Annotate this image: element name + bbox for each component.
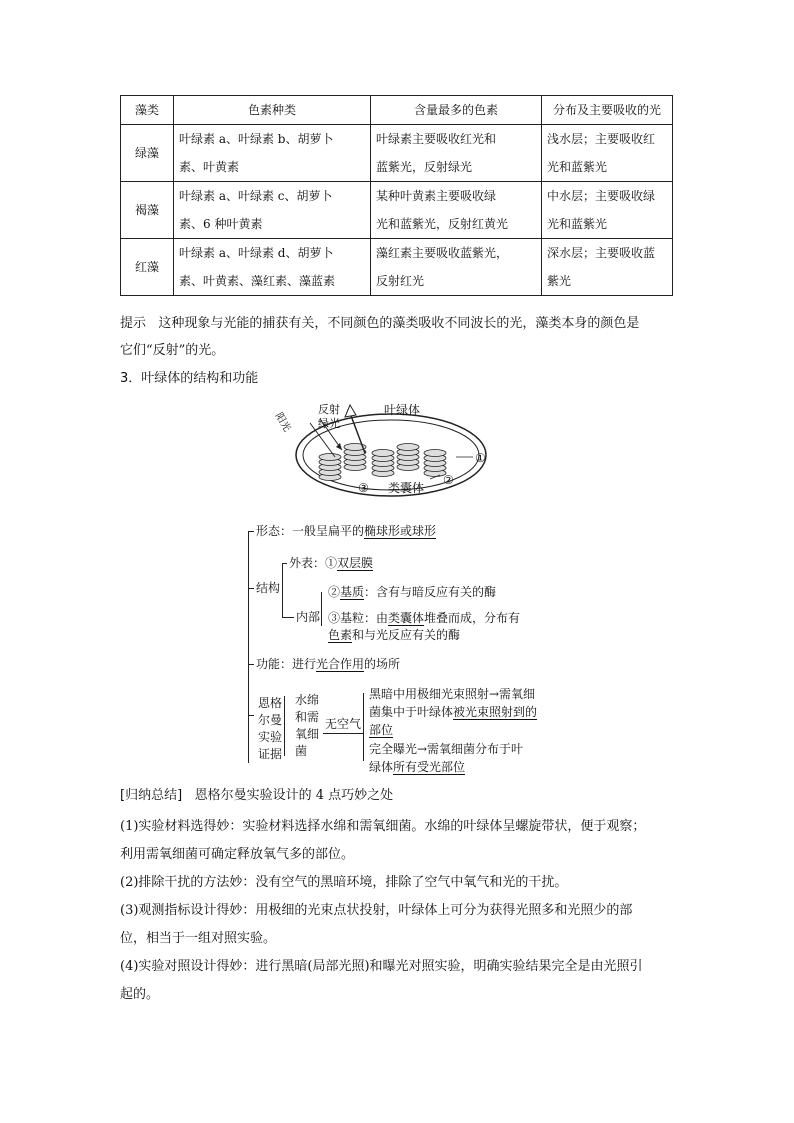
cell-text: 浅水层；主要吸收红	[547, 132, 656, 146]
outer-answer: 双层膜	[337, 556, 374, 570]
expose-line-pre: 绿体	[369, 760, 394, 774]
bracket-line	[363, 693, 364, 761]
cell-text: 反射红光	[376, 274, 425, 288]
hint-paragraph	[120, 311, 639, 337]
sunlight-label: 阳光	[272, 411, 293, 434]
algae-name: 褐藻	[121, 182, 174, 239]
function-text	[256, 656, 400, 672]
exp-line: 尔曼	[258, 713, 283, 727]
header-cell: 色素种类	[174, 96, 371, 125]
summary-p4: (4)实验对照设计得妙：进行黑暗(局部光照)和曝光对照实验，明确实验结果完全是由光照引	[120, 959, 643, 974]
grana-desc-2: 和与光反应有关的酶	[352, 628, 461, 642]
cell-text: 叶绿素 a、叶绿素 d、胡萝卜	[179, 246, 334, 260]
summary-tag: [归纳总结]	[120, 788, 183, 803]
cell-text: 中水层；主要吸收绿	[547, 189, 656, 203]
summary-p1: (1)实验材料选得妙：实验材料选择水绵和需氧细菌。水绵的叶绿体呈螺旋带状，便于观察；	[120, 819, 646, 834]
table-row	[121, 125, 673, 182]
cell-text: 光和蓝紫光	[547, 217, 608, 231]
matrix-num: ②	[328, 585, 341, 599]
distribution-cell	[542, 125, 673, 182]
grana-icon	[319, 444, 446, 481]
expose-line: 完全曝光→需氧细菌分布于叶	[369, 742, 524, 756]
dark-answer-2: 部位	[369, 723, 394, 737]
pigment-cell	[174, 182, 371, 239]
cell-text: 素、叶黄素、藻红素、藻蓝素	[179, 274, 336, 288]
bracket-tick	[282, 563, 287, 564]
bracket-line	[282, 563, 283, 618]
exp-line: 恩格	[258, 696, 283, 710]
experiment-label	[258, 695, 282, 763]
shape-label: 形态：一般呈扁平的	[256, 524, 365, 538]
bracket-line	[284, 696, 285, 756]
function-desc: 的场所	[364, 657, 401, 671]
expose-answer: 所有受光部位	[393, 760, 466, 774]
header-cell: 含量最多的色素	[371, 96, 542, 125]
cell-text: 深水层；主要吸收蓝	[547, 246, 656, 260]
table-row	[121, 239, 673, 296]
cell-text: 叶绿素 a、叶绿素 b、胡萝卜	[179, 132, 334, 146]
mat-line: 水绵	[295, 693, 320, 707]
cell-text: 蓝紫光，反射绿光	[376, 160, 473, 174]
bracket-line	[321, 592, 322, 626]
dark-line-pre: 菌集中于叶绿体	[369, 705, 454, 719]
matrix-answer: 基质	[340, 585, 365, 599]
outer-label: 外表：①	[289, 556, 338, 570]
no-air-label: 无空气	[325, 717, 362, 731]
structure-label: 结构	[256, 581, 281, 595]
summary-p2: (2)排除干扰的方法妙：没有空气的黑暗环境，排除了空气中氧气和光的干扰。	[120, 875, 568, 890]
cell-text: 光和蓝紫光	[547, 160, 608, 174]
algae-pigment-table	[120, 95, 673, 296]
pigment-answer: 色素	[328, 628, 353, 642]
mat-line: 和需	[295, 710, 320, 724]
algae-name: 红藻	[121, 239, 174, 296]
bracket-tick	[248, 715, 254, 716]
header-cell: 藻类	[121, 96, 174, 125]
function-answer: 光合作用	[316, 657, 365, 671]
grana-label: ③基粒：由	[328, 611, 389, 625]
bracket-tick	[248, 531, 254, 532]
cell-text: 某种叶黄素主要吸收绿	[376, 189, 497, 203]
cell-text: 叶绿素 a、叶绿素 c、胡萝卜	[179, 189, 333, 203]
function-label: 功能：进行	[256, 657, 317, 671]
dark-result	[369, 685, 537, 739]
cell-text: 紫光	[547, 274, 572, 288]
summary-p3: (3)观测指标设计得妙：用极细的光束点状投射，叶绿体上可分为获得光照多和光照少的部	[120, 903, 633, 918]
label-3: ③	[358, 481, 369, 495]
thylakoid-label: 类囊体	[388, 481, 425, 495]
cell-text: 叶绿素主要吸收红光和	[376, 132, 497, 146]
summary-title	[120, 784, 393, 803]
cell-text: 素、叶黄素	[179, 160, 240, 174]
summary-p1-cont: 利用需氧细菌可确定释放氧气多的部位。	[120, 847, 355, 862]
expose-result	[369, 740, 523, 776]
bracket-tick	[282, 617, 294, 618]
main-pigment-cell	[371, 239, 542, 296]
mat-line: 菌	[295, 744, 308, 758]
mat-line: 氧细	[295, 727, 320, 741]
material-label	[295, 692, 319, 760]
grana-text-2	[328, 627, 460, 643]
distribution-cell	[542, 239, 673, 296]
distribution-cell	[542, 182, 673, 239]
label-2: ②	[443, 473, 454, 487]
hint-text-line2: 它们“反射”的光。	[120, 343, 225, 358]
bracket-tick	[248, 664, 254, 665]
reflect-label: 反射	[318, 403, 340, 416]
matrix-text	[328, 584, 496, 600]
algae-name: 绿藻	[121, 125, 174, 182]
dark-line: 黑暗中用极细光束照射→需氧细	[369, 687, 536, 701]
grana-answer: 类囊体	[388, 611, 425, 625]
exp-line: 实验	[258, 730, 283, 744]
summary-heading: 恩格尔曼实验设计的 4 点巧妙之处	[194, 788, 394, 803]
matrix-desc: ：含有与暗反应有关的酶	[364, 585, 497, 599]
hint-label: 提示	[120, 316, 147, 331]
green-light-label: 绿光	[318, 417, 340, 430]
main-pigment-cell	[371, 182, 542, 239]
table-header-row	[121, 96, 673, 125]
section-title: 3．叶绿体的结构和功能	[120, 371, 259, 386]
dark-answer: 被光束照射到的	[453, 705, 538, 719]
outer-text	[289, 555, 373, 571]
bracket-tick	[323, 733, 363, 734]
shape-answer: 椭球形或球形	[364, 524, 437, 538]
pigment-cell	[174, 239, 371, 296]
chloroplast-label: 叶绿体	[384, 403, 421, 417]
main-pigment-cell	[371, 125, 542, 182]
bracket-line	[248, 531, 249, 763]
inner-label: 内部	[296, 610, 321, 624]
pigment-cell	[174, 125, 371, 182]
grana-desc: 堆叠而成，分布有	[424, 611, 521, 625]
bracket-tick	[248, 588, 254, 589]
hint-text: 这种现象与光能的捕获有关，不同颜色的藻类吸收不同波长的光，藻类本身的颜色是	[158, 316, 640, 331]
grana-text	[328, 610, 520, 626]
table-row	[121, 182, 673, 239]
shape-text	[256, 523, 436, 539]
exp-line: 证据	[258, 747, 283, 761]
cell-text: 藻红素主要吸收蓝紫光，	[376, 246, 509, 260]
cell-text: 光和蓝紫光，反射红黄光	[376, 217, 509, 231]
summary-p4-cont: 起的。	[120, 987, 160, 1002]
label-1: ①	[475, 451, 486, 465]
summary-p3-cont: 位，相当于一组对照实验。	[120, 931, 277, 946]
cell-text: 素、6 种叶黄素	[179, 217, 263, 231]
header-cell: 分布及主要吸收的光	[542, 96, 673, 125]
